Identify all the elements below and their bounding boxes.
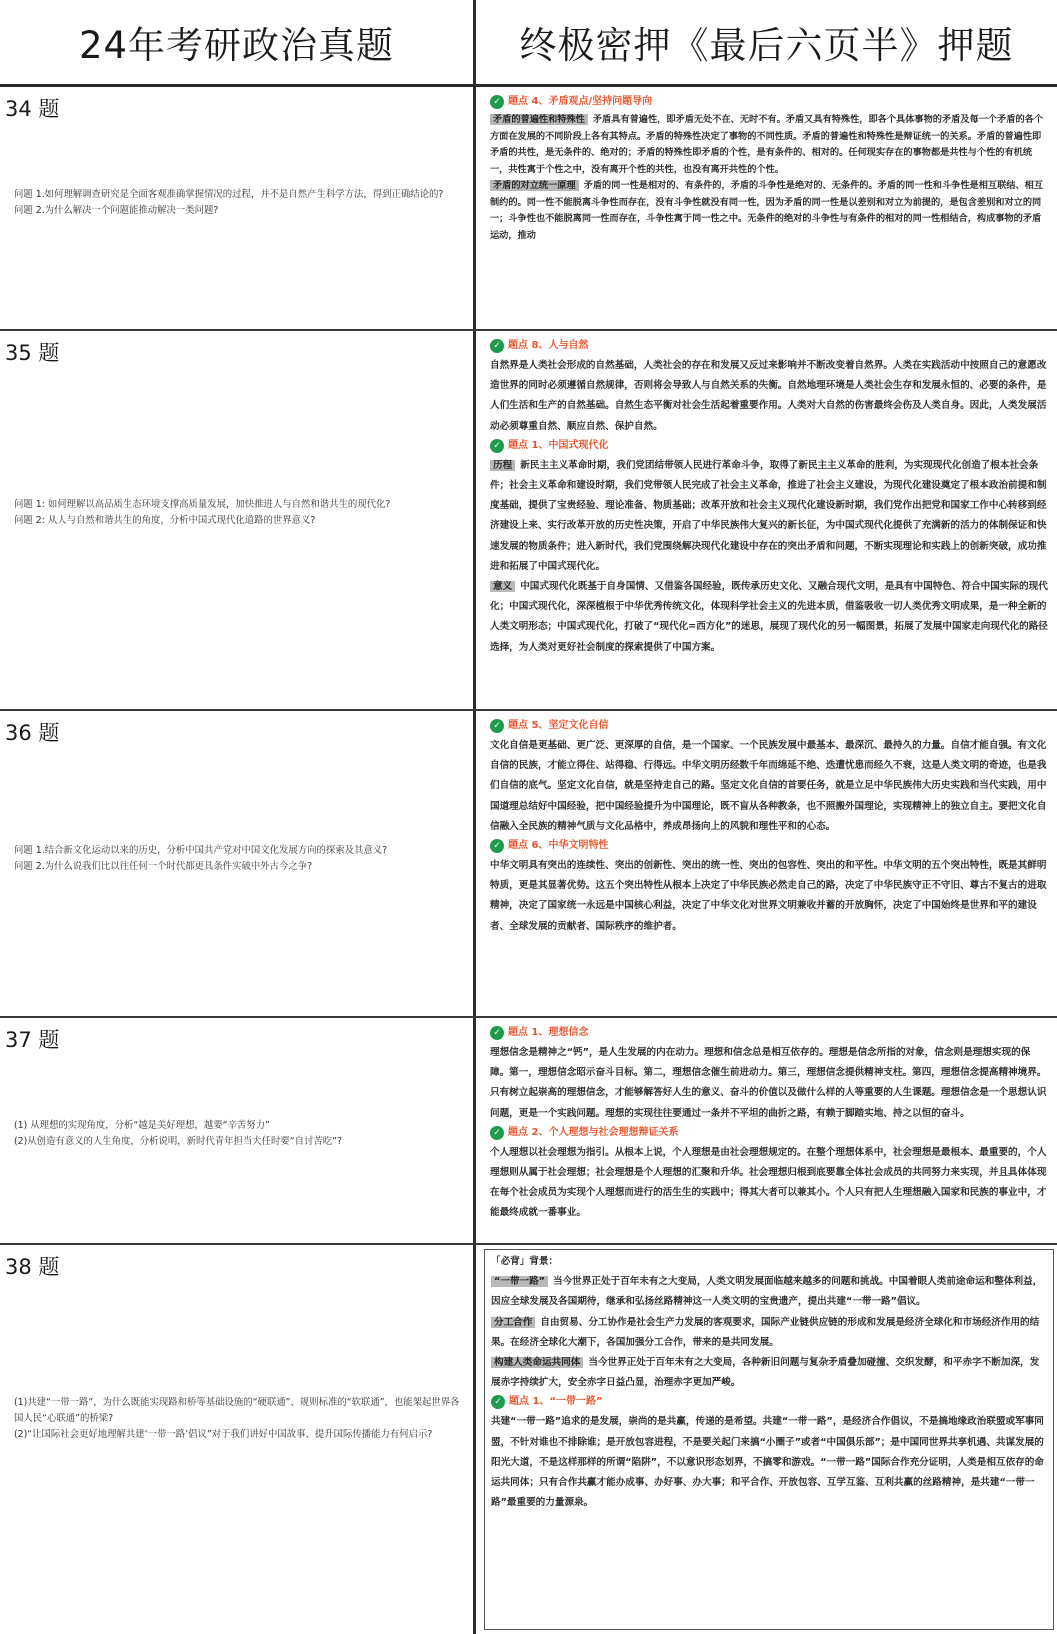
- paragraph-text: 自由贸易、分工协作是社会生产力发展的客观要求，国际产业链供应链的形成和发展是经济全球化和市场经济作用的结果。在经济全球化大潮下，各国加强分工合作，带来的是共同发展。: [491, 1316, 1040, 1348]
- knowledge-point-title: [490, 837, 1048, 855]
- knowledge-point-label: 题点 1、中国式现代化: [508, 439, 609, 451]
- knowledge-point-title: [490, 337, 1048, 355]
- prediction-panel: [484, 1022, 1054, 1239]
- knowledge-paragraph: [490, 356, 1048, 437]
- knowledge-point-title: [490, 93, 1048, 111]
- question-number: 35 题: [5, 341, 60, 365]
- paragraph-tag: 历程: [490, 460, 515, 471]
- question-number: 34 题: [5, 97, 60, 121]
- paragraph-text: 新民主主义革命时期，我们党团结带领人民进行革命斗争，取得了新民主主义革命的胜利，为实现现代化创造了根本社会条件；社会主义革命和建设时期，我们党带领人民完成了社会主义革命，推进了社会主义建设，为现代化建设奠定了根本政治前提和制度基础，提供了宝贵经验、理论准备、物质基础；改革开放和社会主义现代化建设新时期，我们党作出把党和国家工作中心转移到经济建设上来、实行改革开放的历史性决策，开启了中华民族伟大复兴的新长征，为中国式现代化提供了充满新的活力的体制保证和快速发展的物质条件；进入新时代，我们党围绕解决现代化建设中存在的突出矛盾和问题，不断实现理论和实践上的创新突破，成功推进和拓展了中国式现代化。: [490, 459, 1047, 572]
- knowledge-paragraph: [490, 1143, 1048, 1224]
- paragraph-tag: 矛盾的对立统一原理: [490, 180, 579, 191]
- question-row: [0, 711, 1057, 1016]
- paragraph-text: 矛盾具有普遍性，即矛盾无处不在、无时不有。矛盾又具有特殊性，即各个具体事物的矛盾及每一个矛盾的各个方面在发展的不同阶段上各有其特点。矛盾的特殊性决定了事物的不同性质。矛盾的普遍性和特殊性是辩证统一的关系。矛盾的普遍性即矛盾的共性，是无条件的、绝对的；矛盾的特殊性即矛盾的个性，是有条件的、相对的。任何现实存在的事物都是共性与个性的有机统一，共性寓于个性之中，没有离开个性的共性，也没有离开共性的个性。: [490, 114, 1044, 175]
- knowledge-point-icon: ✓: [490, 95, 504, 109]
- paragraph-tag: “一带一路”: [491, 1276, 548, 1287]
- paragraph-text: 个人理想以社会理想为指引。从根本上说，个人理想是由社会理想规定的。在整个理想体系中，社会理想是最根本、最重要的，个人理想则从属于社会理想；社会理想是个人理想的汇聚和升华。社会理想归根到底要靠全体社会成员的共同努力来实现，并且具体体现在每个社会成员为实现个人理想而进行的活生生的实践中；得其大者可以兼其小。个人只有把人生理想融入国家和民族的事业中，才能最终成就一番事业。: [490, 1146, 1047, 1219]
- question-row: [0, 87, 1057, 329]
- paragraph-text: 当今世界正处于百年未有之大变局，人类文明发展面临越来越多的问题和挑战。中国着眼人类前途命运和整体利益，因应全球发展及各国期待，继承和弘扬丝路精神这一人类文明的宝贵遗产，提出共建“一带一路”倡议。: [491, 1276, 1043, 1308]
- prediction-panel: [484, 1249, 1054, 1630]
- header-right-title: 终极密押《最后六页半》押题: [519, 24, 1014, 67]
- knowledge-paragraph: [490, 112, 1048, 178]
- knowledge-paragraph: [491, 1313, 1047, 1353]
- paragraph-tag: 分工合作: [491, 1317, 535, 1328]
- header-left-title: 24年考研政治真题: [78, 24, 395, 67]
- paragraph-tag: 意义: [490, 581, 515, 592]
- knowledge-point-label: 题点 2、个人理想与社会理想辩证关系: [508, 1126, 679, 1138]
- knowledge-paragraph: [490, 856, 1048, 937]
- question-row: [0, 1245, 1057, 1634]
- paragraph-text: 中国式现代化既基于自身国情、又借鉴各国经验，既传承历史文化、又融合现代文明，是具有中国特色、符合中国实际的现代化；中国式现代化，深深植根于中华优秀传统文化，体现科学社会主义的先进本质，借鉴吸收一切人类优秀文明成果，是一种全新的人类文明形态；中国式现代化，打破了“现代化=西方化”的迷思，展现了现代化的另一幅图景，拓展了发展中国家走向现代化的路径选择，为人类对更好社会制度的探索提供了中国方案。: [490, 581, 1048, 653]
- question-text: (1) 从理想的实现角度，分析“越是美好理想，越要“辛苦努力” (2)从创造有意义的人生角度，分析说明，新时代青年担当大任时要“自讨苦吃”?: [14, 1120, 342, 1147]
- question-row: [0, 331, 1057, 709]
- paragraph-tag: 构建人类命运共同体: [491, 1357, 583, 1368]
- question-text: 问题 1.如何理解调查研究是全面客观准确掌握情况的过程，并不是自然产生科学方法，得到正确结论的? 问题 2.为什么解决一个问题能推动解决一类问题?: [14, 189, 444, 216]
- knowledge-point-label: 题点 8、人与自然: [508, 339, 589, 351]
- knowledge-paragraph: [491, 1353, 1047, 1393]
- knowledge-point-icon: ✓: [490, 719, 504, 733]
- knowledge-point-title: [490, 1124, 1048, 1142]
- prediction-panel: [484, 91, 1054, 325]
- paragraph-tag: 矛盾的普遍性和特殊性: [490, 114, 588, 125]
- knowledge-paragraph: [490, 178, 1048, 244]
- question-text: 问题 1.结合新文化运动以来的历史，分析中国共产党对中国文化发展方向的探索及其意义? 问题 2.为什么说我们比以往任何一个时代都更具条件实破中外古今之争?: [14, 845, 388, 872]
- paragraph-text: 矛盾的同一性是相对的、有条件的，矛盾的斗争性是绝对的、无条件的。矛盾的同一性和斗争性是相互联结、相互制约的。同一性不能脱离斗争性而存在，没有斗争性就没有同一性，因为矛盾的同一性是以差别和对立为前提的，是包含差别和对立的同一；斗争性也不能脱离同一性而存在，斗争性寓于同一性之中。无条件的绝对的斗争性与有条件的相对的同一性相结合，构成事物的矛盾运动，推动: [490, 180, 1044, 241]
- knowledge-point-label: 题点 4、矛盾观点/坚持问题导向: [508, 95, 653, 107]
- knowledge-paragraph: [490, 456, 1048, 577]
- paragraph-text: 理想信念是精神之“钙”，是人生发展的内在动力。理想和信念总是相互依存的。理想是信念所指的对象，信念则是理想实现的保障。第一，理想信念昭示奋斗目标。第二，理想信念催生前进动力。第三，理想信念提供精神支柱。第四，理想信念提高精神境界。只有树立起崇高的理想信念，才能够解答好人生的意义、奋斗的价值以及做什么样的人等重要的人生课题。理想信念是一个思想认识问题，更是一个实践问题。理想的实现往往要通过一条并不平坦的曲折之路，有赖于脚踏实地、持之以恒的奋斗。: [490, 1047, 1047, 1119]
- paragraph-text: 中华文明具有突出的连续性、突出的创新性、突出的统一性、突出的包容性、突出的和平性。中华文明的五个突出特性，既是其鲜明特质，更是其显著优势。这五个突出特性从根本上决定了中华民族必然走自己的路，决定了中华民族守正不守旧、尊古不复古的进取精神，决定了国家统一永远是中国核心利益，决定了中华文化对世界文明兼收并蓄的开放胸怀，决定了中国始终是世界和平的建设者、全球发展的贡献者、国际秩序的维护者。: [490, 860, 1047, 932]
- question-number: 38 题: [5, 1255, 60, 1279]
- paragraph-text: 文化自信是更基础、更广泛、更深厚的自信，是一个国家、一个民族发展中最基本、最深沉、最持久的力量。自信才能自强。有文化自信的民族，才能立得住、站得稳、行得远。中华文明历经数千年而绵延不绝、迭遭忧患而经久不衰，这是人类文明的奇迹，也是我们自信的底气。坚定文化自信，就是坚持走自己的路。坚定文化自信的首要任务，就是立足中华民族伟大历史实践和当代实践，用中国道理总结好中国经验，把中国经验提升为中国理论，既不盲从各种教条，也不照搬外国理论，实现精神上的独立自主。要把文化自信融入全民族的精神气质与文化品格中，养成昂扬向上的风貌和理性平和的心态。: [490, 740, 1047, 832]
- knowledge-point-icon: ✓: [490, 839, 504, 853]
- question-text: 问题 1: 如何理解以高品质生态环境支撑高质量发展，加快推进人与自然和谐共生的现代化? 问题 2: 从人与自然和谐共生的角度，分析中国式现代化道路的世界意义?: [14, 499, 391, 526]
- background-label: 「必背」背景：: [491, 1256, 559, 1267]
- knowledge-paragraph: [491, 1272, 1047, 1312]
- knowledge-point-icon: ✓: [490, 439, 504, 453]
- knowledge-point-title: [490, 437, 1048, 455]
- paragraph-text: 当今世界正处于百年未有之大变局，各种新旧问题与复杂矛盾叠加碰撞、交织发酵，和平赤字不断加深，发展赤字持续扩大，安全赤字日益凸显，治理赤字更加严峻。: [491, 1357, 1040, 1389]
- knowledge-point-title: [490, 717, 1048, 735]
- knowledge-point-label: 题点 1、“一带一路”: [509, 1396, 603, 1408]
- paragraph-text: 共建“一带一路”追求的是发展，崇尚的是共赢，传递的是希望。共建“一带一路”，是经济合作倡议，不是搞地缘政治联盟或军事同盟，不针对谁也不排除谁；是开放包容进程，不是要关起门来搞“小圈子”或者“中国俱乐部”；是中国同世界共享机遇、共谋发展的阳光大道，不是这样那样的所谓“陷阱”，不以意识形态划界，不搞零和游戏。“一带一路”国际合作充分证明，人类是相互依存的命运共同体；只有合作共赢才能办成事、办好事、办大事；和平合作、开放包容、互学互鉴、互利共赢的丝路精神，是共建“一带一路”最重要的力量源泉。: [491, 1416, 1044, 1509]
- knowledge-point-label: 题点 5、坚定文化自信: [508, 719, 609, 731]
- knowledge-paragraph: [490, 577, 1048, 658]
- knowledge-point-icon: ✓: [490, 1126, 504, 1140]
- question-row: [0, 1018, 1057, 1243]
- knowledge-paragraph: [490, 1043, 1048, 1124]
- knowledge-point-icon: ✓: [490, 339, 504, 353]
- knowledge-paragraph: [490, 736, 1048, 837]
- knowledge-point-label: 题点 6、中华文明特性: [508, 839, 609, 851]
- knowledge-paragraph: [491, 1412, 1047, 1513]
- knowledge-point-icon: ✓: [490, 1026, 504, 1040]
- question-number: 36 题: [5, 721, 60, 745]
- knowledge-point-title: [490, 1024, 1048, 1042]
- prediction-panel: [484, 715, 1054, 1012]
- knowledge-point-label: 题点 1、理想信念: [508, 1026, 589, 1038]
- question-number: 37 题: [5, 1028, 60, 1052]
- knowledge-point-icon: ✓: [491, 1395, 505, 1409]
- knowledge-point-title: [491, 1393, 1047, 1411]
- paragraph-text: 自然界是人类社会形成的自然基础，人类社会的存在和发展又反过来影响并不断改变着自然界。人类在实践活动中按照自己的意愿改造世界的同时必须遵循自然规律，否则将会导致人与自然关系的失衡。自然地理环境是人类社会生存和发展永恒的、必要的条件，是人们生活和生产的自然基础。自然生态平衡对社会生活起着重要作用。人类对大自然的伤害最终会伤及人类自身。因此，人类发展活动必须尊重自然、顺应自然、保护自然。: [490, 360, 1047, 432]
- prediction-panel: [484, 335, 1054, 705]
- question-text: (1)共建“一带一路”，为什么既能实现路和桥等基础设施的“硬联通”、规则标准的“软联通”，也能架起世界各国人民“心联通”的桥梁? (2)“让国际社会更好地理解共建‘一带一路’倡议”对于我们讲好中国故事、提升国际传播能力有何启示?: [14, 1397, 460, 1440]
